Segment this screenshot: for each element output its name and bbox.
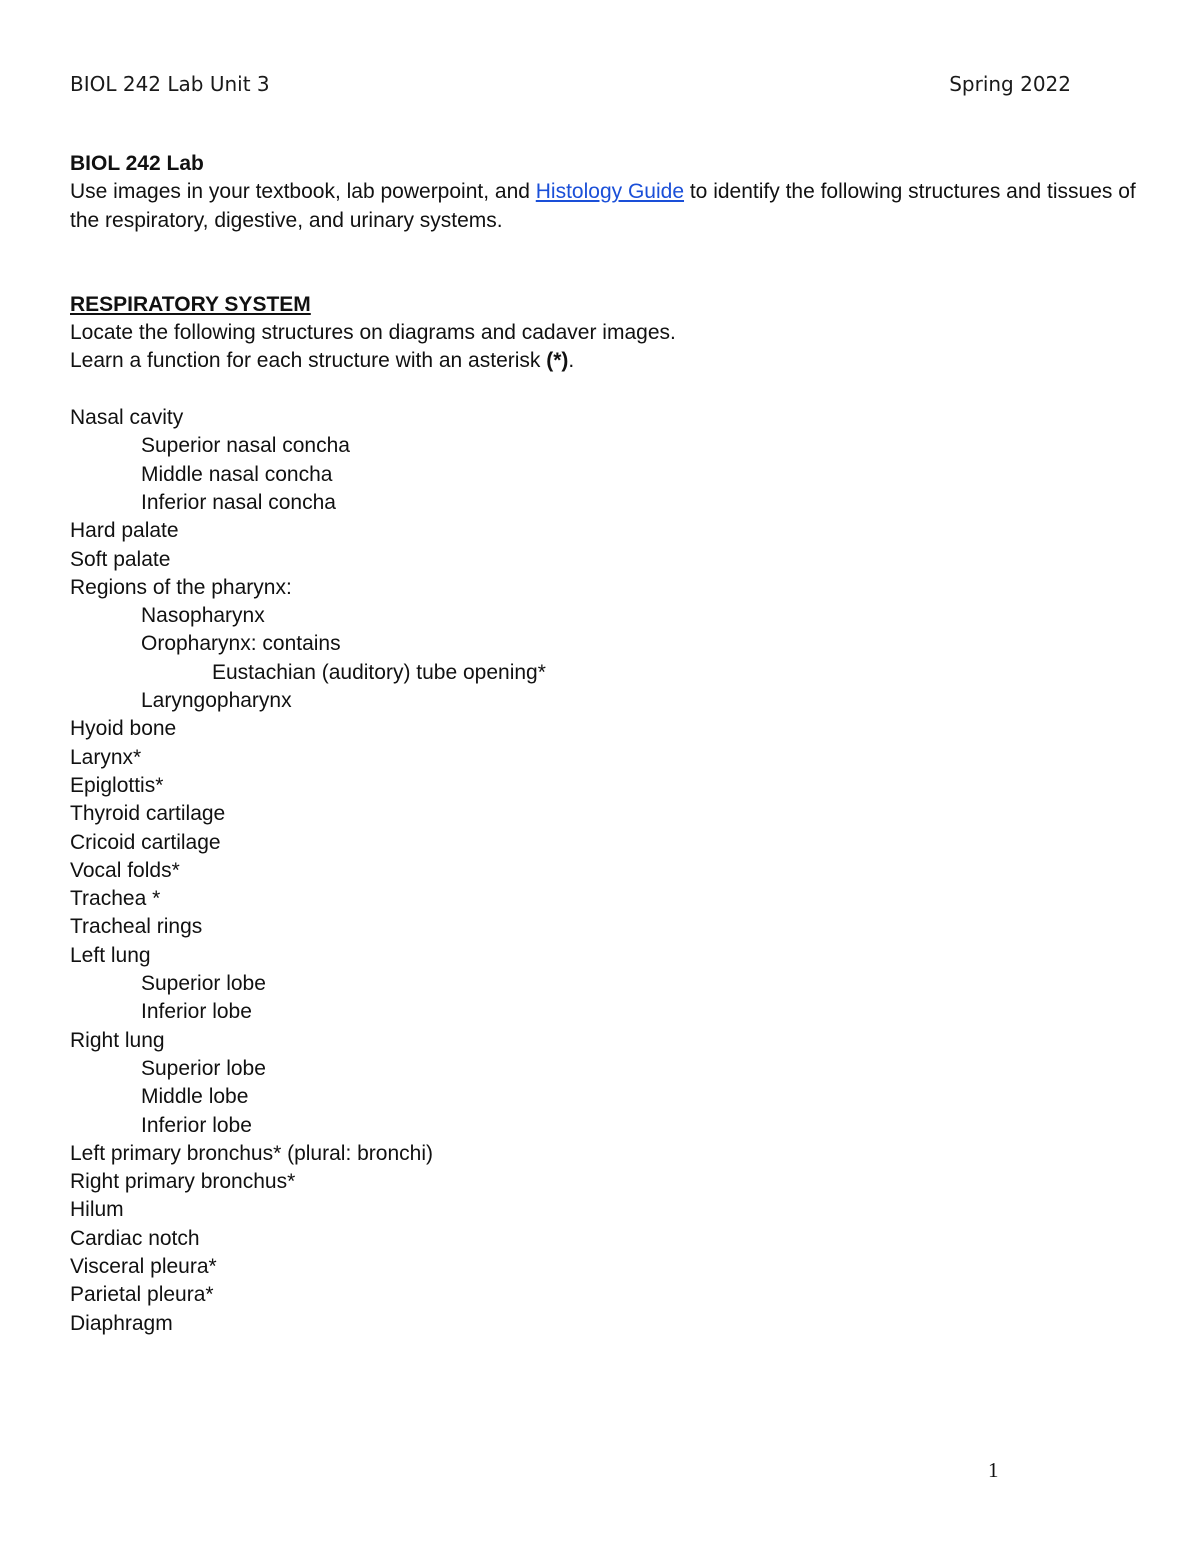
- section-heading-respiratory: RESPIRATORY SYSTEM: [70, 292, 311, 316]
- structure-list-item: Middle nasal concha: [141, 462, 333, 486]
- structure-list-item: Inferior lobe: [141, 1000, 252, 1024]
- page-number: 1: [988, 1458, 999, 1482]
- structure-list-item: Nasopharynx: [141, 604, 265, 628]
- structure-list-item: Vocal folds*: [70, 858, 180, 882]
- structure-list-item: Regions of the pharynx:: [70, 575, 292, 599]
- header-course-label: BIOL 242 Lab Unit 3: [70, 72, 270, 96]
- structure-list-item: Larynx*: [70, 745, 142, 769]
- structure-list-item: Tracheal rings: [70, 915, 203, 939]
- structure-list-item: Oropharynx: contains: [141, 632, 341, 656]
- structure-list-item: Right primary bronchus*: [70, 1170, 296, 1194]
- structure-list-item: Inferior nasal concha: [141, 490, 336, 514]
- structure-list-item: Epiglottis*: [70, 773, 164, 797]
- structure-list-item: Trachea *: [70, 887, 161, 911]
- structure-list-item: Cardiac notch: [70, 1226, 200, 1250]
- structure-list-item: Parietal pleura*: [70, 1283, 214, 1307]
- structure-list-item: Visceral pleura*: [70, 1254, 217, 1278]
- intro-text-before-link: Use images in your textbook, lab powerpoint, and: [70, 180, 536, 204]
- structure-list-item: Cricoid cartilage: [70, 830, 221, 854]
- structure-list: [70, 404, 1140, 1338]
- document-body: [70, 150, 1140, 1338]
- structure-list-item: Hard palate: [70, 519, 179, 543]
- structure-list-item: Eustachian (auditory) tube opening*: [212, 660, 546, 684]
- structure-list-item: Hyoid bone: [70, 717, 177, 741]
- histology-guide-link[interactable]: Histology Guide: [535, 180, 685, 204]
- structure-list-item: Diaphragm: [70, 1311, 173, 1335]
- structure-list-item: Superior lobe: [141, 1056, 266, 1080]
- structure-list-item: Inferior lobe: [141, 1113, 252, 1137]
- instruction-function-text: Learn a function for each structure with an asterisk: [70, 349, 547, 373]
- structure-list-item: Middle lobe: [141, 1085, 249, 1109]
- header-term-label: Spring 2022: [949, 72, 1071, 96]
- structure-list-item: Soft palate: [70, 547, 171, 571]
- instruction-function: [70, 347, 1140, 375]
- structure-list-item: Superior lobe: [141, 972, 266, 996]
- instruction-locate: Locate the following structures on diagrams and cadaver images.: [70, 321, 676, 345]
- intro-text-after-link: to identify the following structures and tissues of the respiratory, digestive, and urinary systems.: [70, 180, 1136, 232]
- structure-list-item: Thyroid cartilage: [70, 802, 226, 826]
- structure-list-item: Left lung: [70, 943, 151, 967]
- structure-list-item: Nasal cavity: [70, 406, 184, 430]
- instruction-function-period: .: [568, 349, 575, 373]
- structure-list-item: Superior nasal concha: [141, 434, 350, 458]
- structure-list-item: Left primary bronchus* (plural: bronchi): [70, 1141, 433, 1165]
- structure-list-item: Right lung: [70, 1028, 165, 1052]
- intro-paragraph: [70, 178, 1140, 235]
- blank-line: [70, 376, 1140, 404]
- structure-list-item: Hilum: [70, 1198, 124, 1222]
- structure-list-item: Laryngopharynx: [141, 689, 292, 713]
- document-title: BIOL 242 Lab: [70, 152, 204, 175]
- asterisk-marker: (*): [546, 349, 569, 373]
